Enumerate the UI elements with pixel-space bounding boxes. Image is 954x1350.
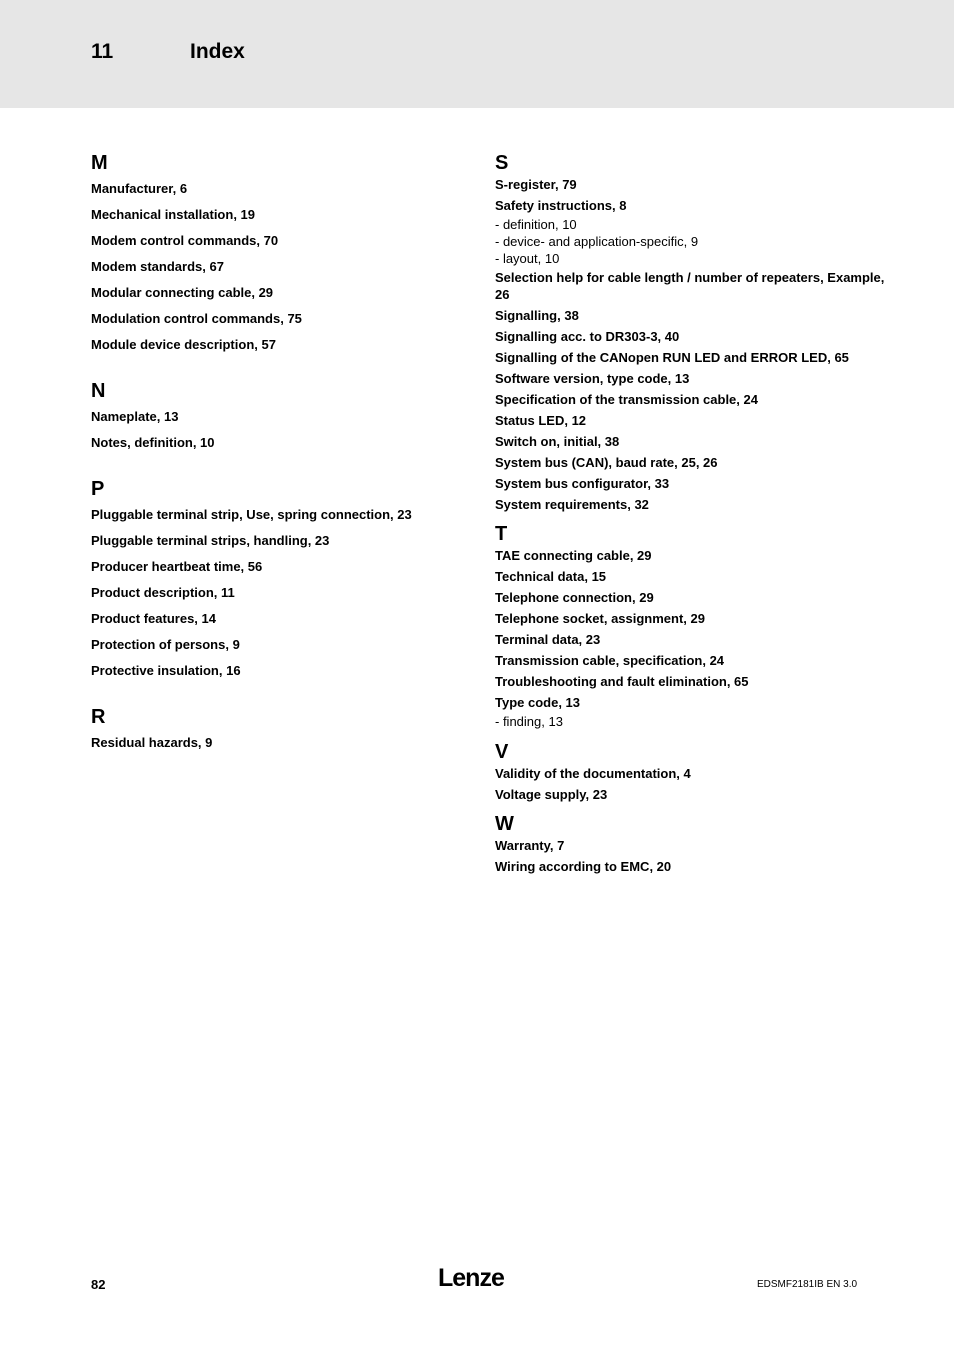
index-entry[interactable]: Troubleshooting and fault elimination, 65 [495,674,749,689]
index-section-t [495,521,895,731]
index-entry[interactable]: Voltage supply, 23 [495,787,608,802]
index-section-w [495,811,895,875]
index-entry[interactable]: Producer heartbeat time, 56 [91,559,263,574]
index-subentry[interactable]: - finding, 13 [495,714,563,729]
section-letter: R [91,706,106,728]
index-section-s [495,150,895,513]
index-section-r [91,704,471,756]
section-letter: S [495,152,509,174]
section-letter: N [91,380,106,402]
index-entry[interactable]: Product description, 11 [91,585,235,600]
index-entry[interactable]: Module device description, 57 [91,337,276,352]
index-entry[interactable]: Manufacturer, 6 [91,181,188,196]
index-entry[interactable]: Notes, definition, 10 [91,435,215,450]
index-entry[interactable]: Type code, 13 [495,695,581,710]
index-column-left [91,150,471,776]
index-entry[interactable]: Selection help for cable length / number of repeaters, Example, 26 [495,270,885,302]
index-entry[interactable]: S-register, 79 [495,177,577,192]
index-entry[interactable]: Specification of the transmission cable, 24 [495,392,758,407]
index-entry[interactable]: Status LED, 12 [495,413,587,428]
index-entry[interactable]: Signalling of the CANopen RUN LED and ERROR LED, 65 [495,350,849,365]
index-subentry[interactable]: - definition, 10 [495,217,577,232]
index-entry[interactable]: Switch on, initial, 38 [495,434,620,449]
index-entry[interactable]: Transmission cable, specification, 24 [495,653,725,668]
index-entry[interactable]: Residual hazards, 9 [91,735,213,750]
index-entry[interactable]: Terminal data, 23 [495,632,601,647]
index-entry[interactable]: Technical data, 15 [495,569,607,584]
index-entry[interactable]: Wiring according to EMC, 20 [495,859,672,874]
index-entry[interactable]: Mechanical installation, 19 [91,207,255,222]
section-letter: T [495,523,508,545]
header-band [0,0,954,108]
index-entry[interactable]: System bus (CAN), baud rate, 25, 26 [495,455,718,470]
lenze-logo: Lenze [438,1264,504,1292]
index-entry[interactable]: Product features, 14 [91,611,216,626]
index-entry[interactable]: Software version, type code, 13 [495,371,690,386]
section-letter: V [495,741,509,763]
index-subentry[interactable]: - device- and application-specific, 9 [495,234,699,249]
index-entry[interactable]: Telephone connection, 29 [495,590,654,605]
document-id: EDSMF2181IB EN 3.0 [757,1279,858,1290]
index-entry[interactable]: Modem control commands, 70 [91,233,279,248]
index-entry[interactable]: Warranty, 7 [495,838,565,853]
index-section-n [91,378,471,456]
index-entry[interactable]: System bus configurator, 33 [495,476,670,491]
index-entry[interactable]: Protective insulation, 16 [91,663,241,678]
index-entry[interactable]: System requirements, 32 [495,497,649,512]
section-letter: W [495,813,514,835]
index-entry[interactable]: TAE connecting cable, 29 [495,548,652,563]
index-entry[interactable]: Modular connecting cable, 29 [91,285,274,300]
index-entry[interactable]: Telephone socket, assignment, 29 [495,611,705,626]
index-entry[interactable]: Pluggable terminal strip, Use, spring connection, 23 [91,507,412,522]
index-entry[interactable]: Validity of the documentation, 4 [495,766,691,781]
index-column-right [495,150,895,883]
index-entry[interactable]: Nameplate, 13 [91,409,179,424]
chapter-number: 11 [91,40,114,63]
index-entry[interactable]: Safety instructions, 8 [495,198,627,213]
index-entry[interactable]: Modulation control commands, 75 [91,311,302,326]
index-entry[interactable]: Protection of persons, 9 [91,637,240,652]
index-section-v [495,739,895,803]
index-section-m [91,150,471,358]
section-letter: P [91,478,105,500]
index-entry[interactable]: Signalling acc. to DR303-3, 40 [495,329,680,344]
section-letter: M [91,152,108,174]
index-entry[interactable]: Signalling, 38 [495,308,579,323]
index-section-p [91,476,471,684]
page-number: 82 [91,1277,106,1292]
chapter-title: Index [190,40,245,63]
index-subentry[interactable]: - layout, 10 [495,251,560,266]
index-entry[interactable]: Modem standards, 67 [91,259,224,274]
index-entry[interactable]: Pluggable terminal strips, handling, 23 [91,533,330,548]
